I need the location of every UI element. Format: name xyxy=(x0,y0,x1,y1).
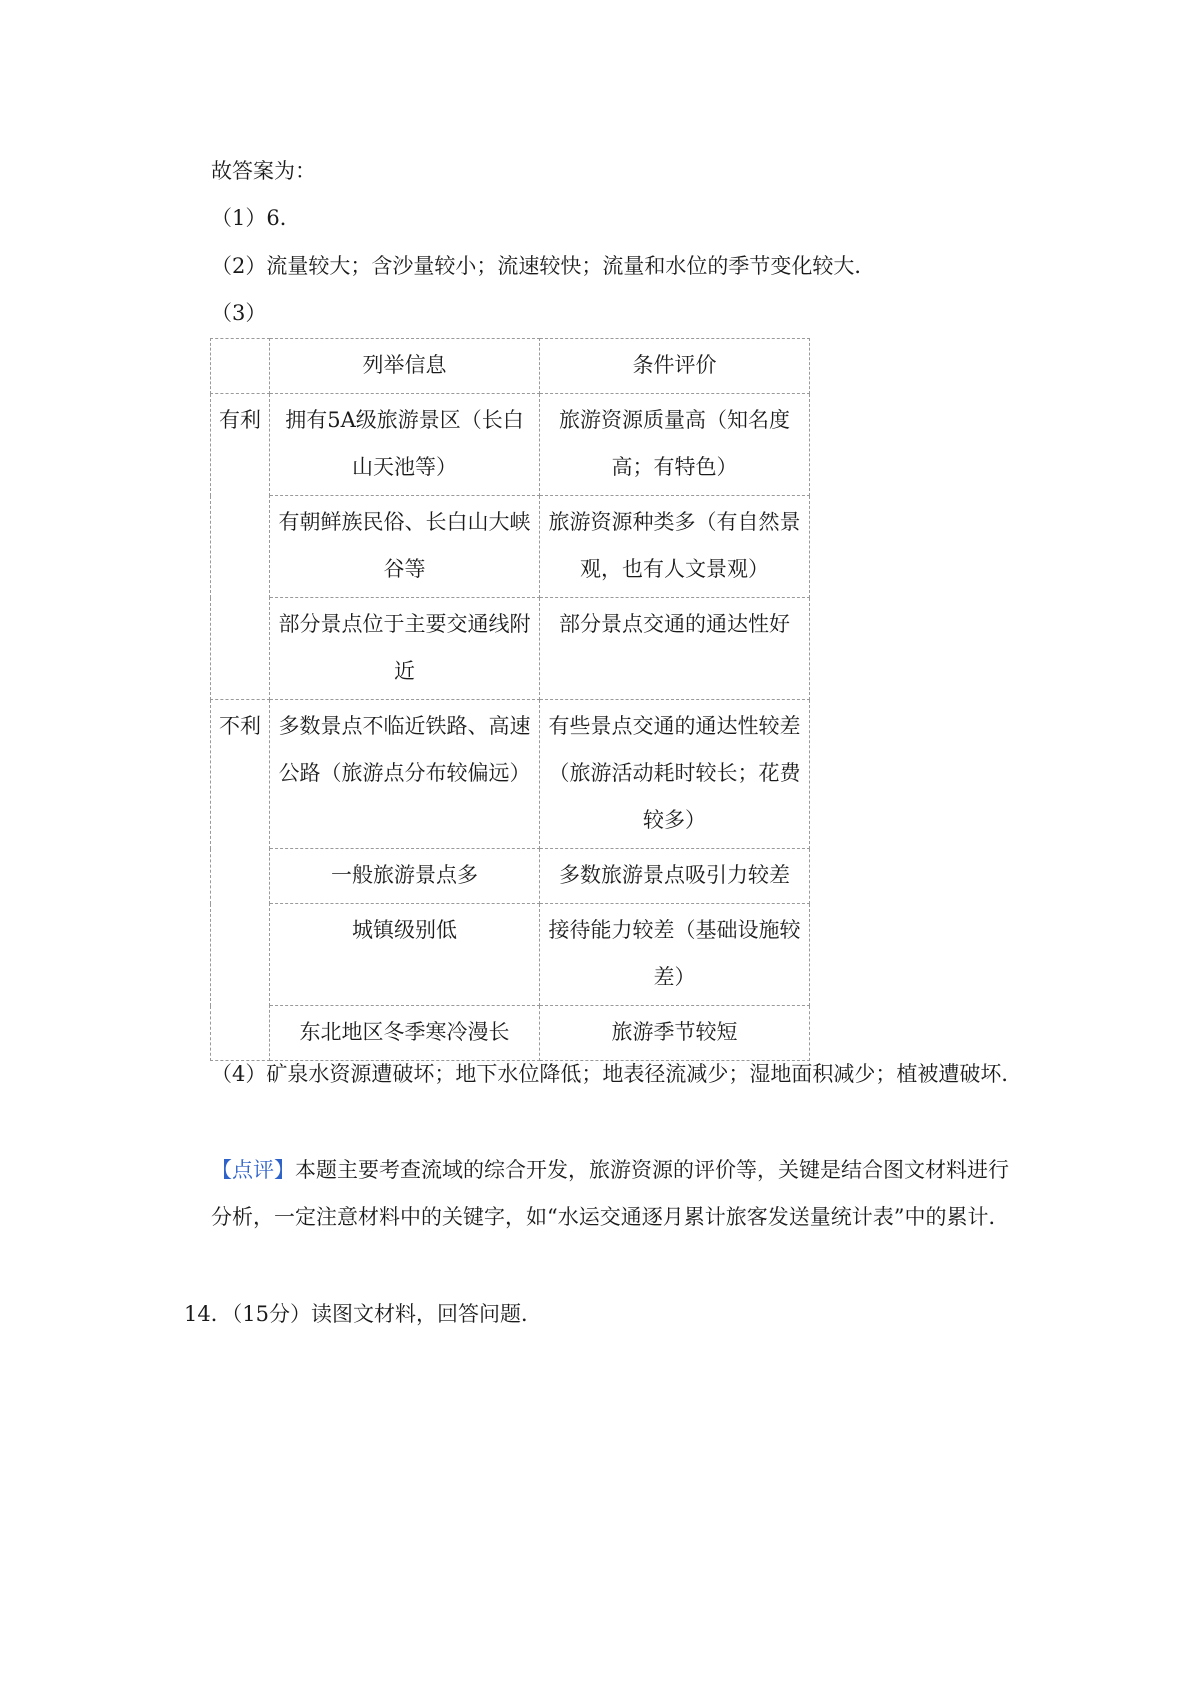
eval-cell: 旅游资源质量高（知名度高；有特色） xyxy=(540,394,810,496)
eval-cell: 部分景点交通的通达性好 xyxy=(540,598,810,700)
answer-intro: 故答案为： xyxy=(211,159,316,183)
header-eval: 条件评价 xyxy=(540,339,810,394)
question-14: 14．（15分）读图文材料，回答问题． xyxy=(184,1302,542,1326)
unfavorable-label: 不利 xyxy=(211,700,270,1061)
info-cell: 拥有5A级旅游景区（长白山天池等） xyxy=(270,394,540,496)
eval-cell: 有些景点交通的通达性较差（旅游活动耗时较长；花费较多） xyxy=(540,700,810,849)
answer-1: （1）6． xyxy=(211,206,301,230)
answer-3-label: （3） xyxy=(211,301,267,325)
info-cell: 城镇级别低 xyxy=(270,904,540,1006)
comment-tag: 【点评】 xyxy=(211,1158,295,1182)
table-row xyxy=(211,849,810,904)
info-cell: 一般旅游景点多 xyxy=(270,849,540,904)
favorable-label: 有利 xyxy=(211,394,270,700)
info-cell: 东北地区冬季寒冷漫长 xyxy=(270,1006,540,1061)
table-row xyxy=(211,700,810,849)
answer-4: （4）矿泉水资源遭破坏；地下水位降低；地表径流减少；湿地面积减少；植被遭破坏． xyxy=(211,1062,1023,1086)
table-header-row xyxy=(211,339,810,394)
table-row xyxy=(211,598,810,700)
comment-paragraph xyxy=(211,1147,1026,1241)
header-info: 列举信息 xyxy=(270,339,540,394)
table-row xyxy=(211,394,810,496)
info-cell: 多数景点不临近铁路、高速公路（旅游点分布较偏远） xyxy=(270,700,540,849)
table-row xyxy=(211,904,810,1006)
header-blank-cell xyxy=(211,339,270,394)
info-cell: 有朝鲜族民俗、长白山大峡谷等 xyxy=(270,496,540,598)
evaluation-table xyxy=(210,338,810,1061)
eval-cell: 多数旅游景点吸引力较差 xyxy=(540,849,810,904)
eval-cell: 接待能力较差（基础设施较差） xyxy=(540,904,810,1006)
answer-2: （2）流量较大；含沙量较小；流速较快；流量和水位的季节变化较大． xyxy=(211,254,876,278)
eval-cell: 旅游资源种类多（有自然景观，也有人文景观） xyxy=(540,496,810,598)
table-row xyxy=(211,496,810,598)
comment-text: 本题主要考查流域的综合开发，旅游资源的评价等，关键是结合图文材料进行分析，一定注意材料中的关键字，如“水运交通逐月累计旅客发送量统计表”中的累计． xyxy=(211,1158,1010,1229)
eval-cell: 旅游季节较短 xyxy=(540,1006,810,1061)
info-cell: 部分景点位于主要交通线附近 xyxy=(270,598,540,700)
